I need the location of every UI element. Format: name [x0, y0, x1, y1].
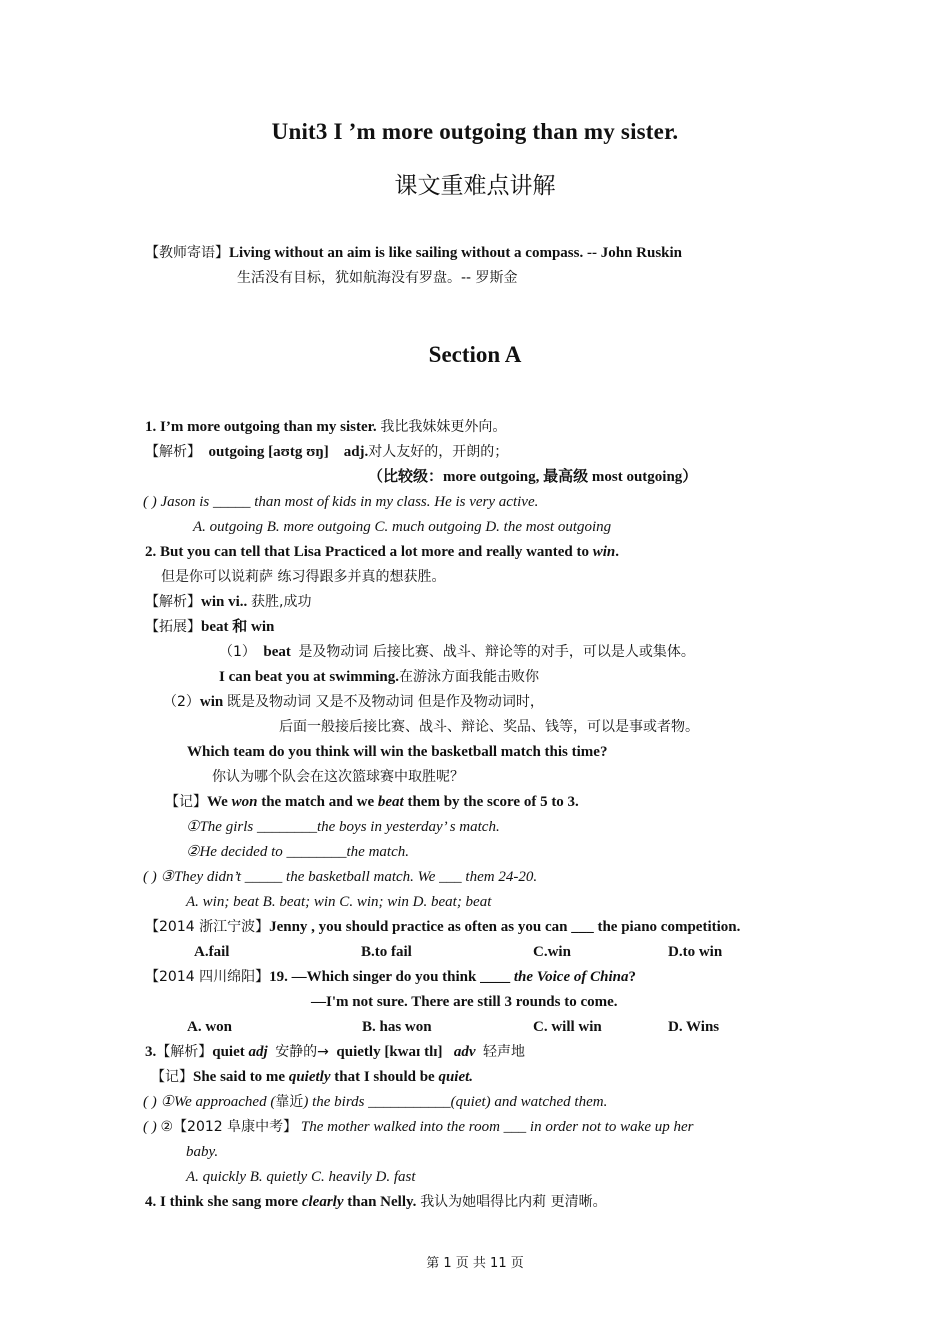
- extension-win-example-translation: 你认为哪个队会在这次篮球赛中取胜呢？: [212, 769, 464, 785]
- exam-question-2: 【2014 四川绵阳】19. —Which singer do you think ____ the Voice of China?: [145, 969, 636, 985]
- exam-2-option-d: D. Wins: [668, 1019, 720, 1035]
- point-2-translation: 但是你可以说莉萨 练习得跟多并真的想获胜。: [161, 569, 446, 585]
- point-1-question: ( ) Jason is _____ than most of kids in my class. He is very active.: [143, 494, 539, 510]
- extension-win-detail: 后面一般接后接比赛、战斗、辩论、奖品、钱等，可以是事或者物。: [279, 719, 699, 735]
- extension-beat-example: I can beat you at swimming.在游泳方面我能击败你: [219, 669, 540, 685]
- extension-beat: （1） beat 是及物动词 后接比赛、战斗、辩论等的对手，可以是人或集体。: [219, 644, 695, 660]
- point-4-heading: 4. I think she sang more clearly than Nelly. 我认为她唱得比内莉 更清晰。: [145, 1194, 607, 1210]
- exam-question-1: 【2014 浙江宁波】Jenny , you should practice as often as you can ___ the piano competition.: [145, 919, 741, 935]
- point-2-extension: 【拓展】beat 和 win: [145, 619, 275, 635]
- point-3-question-2: ( ) ②【2012 阜康中考】 The mother walked into the room ___ in order not to wake up her: [143, 1119, 694, 1135]
- point-3-question-1: ( ) ①We approached (靠近) the birds ___________(quiet) and watched them.: [143, 1094, 608, 1110]
- point-1-comparison: （比较级：more outgoing, 最高级 most outgoing）: [368, 469, 698, 485]
- teacher-motto: 【教师寄语】Living without an aim is like sailing without a compass. -- John Ruskin: [145, 245, 683, 261]
- extension-win-example: Which team do you think will win the basketball match this time?: [187, 744, 608, 760]
- exercise-1: ①The girls ________the boys in yesterday’ s match.: [186, 819, 500, 835]
- point-2-note: 【记】We won the match and we beat them by the score of 5 to 3.: [165, 794, 579, 810]
- point-3-note: 【记】She said to me quietly that I should be quiet.: [151, 1069, 474, 1085]
- exercise-3: ( ) ③They didn’t _____ the basketball match. We ___ them 24-20.: [143, 869, 538, 885]
- exercise-3-options: A. win; beat B. beat; win C. win; win D. beat; beat: [186, 894, 492, 910]
- page-footer: 第 1 页 共 11 页: [426, 1256, 524, 1271]
- exam-2-option-c: C. will win: [533, 1019, 602, 1035]
- exam-1-option-c: C.win: [533, 944, 571, 960]
- page-title: Unit3 I ’m more outgoing than my sister.: [271, 119, 679, 144]
- point-2-heading: 2. But you can tell that Lisa Practiced a lot more and really wanted to win.: [145, 544, 620, 560]
- page-subtitle: 课文重难点讲解: [394, 173, 556, 199]
- point-1-options: A. outgoing B. more outgoing C. much outgoing D. the most outgoing: [193, 519, 612, 535]
- teacher-motto-translation: 生活没有目标，犹如航海没有罗盘。-- 罗斯金: [237, 270, 518, 286]
- point-3-question-2-cont: baby.: [186, 1144, 219, 1160]
- point-3-question-2-options: A. quickly B. quietly C. heavily D. fast: [186, 1169, 416, 1185]
- exam-2-option-a: A. won: [187, 1019, 233, 1035]
- exercise-2: ②He decided to ________the match.: [186, 844, 409, 860]
- extension-win: （2）win 既是及物动词 又是不及物动词 但是作及物动词时，: [163, 694, 544, 710]
- point-1-analysis: 【解析】 outgoing [aʊtg ʊŋ] adj.对人友好的，开朗的；: [145, 444, 509, 460]
- exam-question-2-reply: —I'm not sure. There are still 3 rounds to come.: [311, 994, 618, 1010]
- exam-2-option-b: B. has won: [362, 1019, 432, 1035]
- point-3-heading: 3.【解析】quiet adj 安静的→ quietly [kwaɪ tlɪ] adv 轻声地: [145, 1044, 525, 1060]
- exam-1-option-b: B.to fail: [361, 944, 412, 960]
- exam-1-option-a: A.fail: [194, 944, 230, 960]
- point-1-heading: 1. I’m more outgoing than my sister. 我比我妹妹更外向。: [145, 419, 507, 435]
- section-heading: Section A: [428, 342, 522, 367]
- exam-1-option-d: D.to win: [668, 944, 723, 960]
- point-2-analysis: 【解析】win vi.. 获胜,成功: [145, 594, 312, 610]
